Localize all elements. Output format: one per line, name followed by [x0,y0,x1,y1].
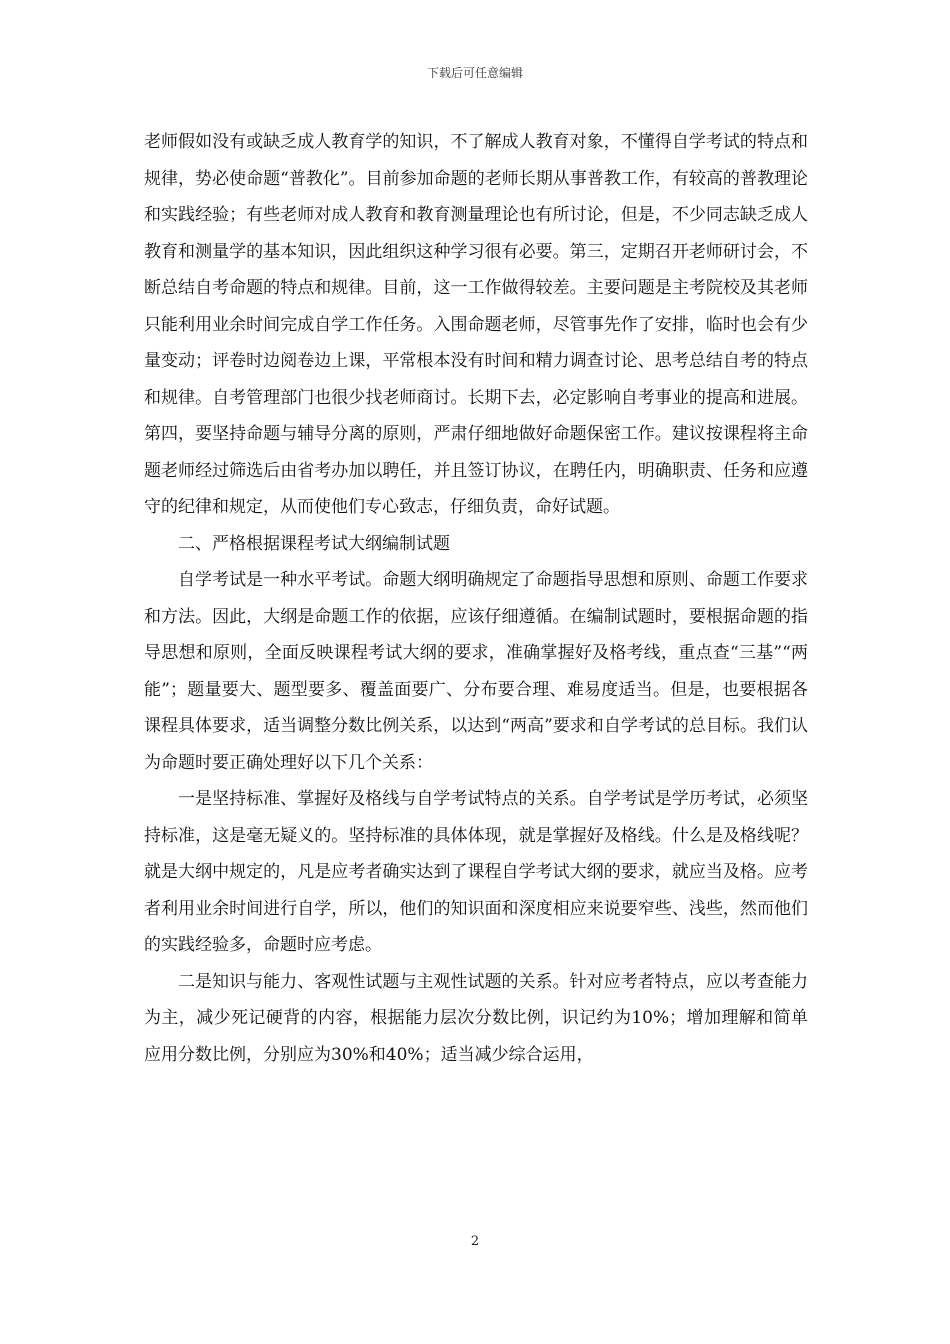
document-body [144,124,808,1073]
paragraph-exam-outline: 自学考试是一种水平考试。命题大纲明确规定了命题指导思想和原则、命题工作要求和方法。因此，大纲是命题工作的依据，应该仔细遵循。在编制试题时，要根据命题的指导思想和原则，全面反映课程考试大纲的要求，准确掌握好及格考线，重点查“三基”“两能”；题量要大、题型要多、覆盖面要广、分布要合理、难易度适当。但是，也要根据各课程具体要求，适当调整分数比例关系，以达到“两高”要求和自学考试的总目标。我们认为命题时要正确处理好以下几个关系： [144,570,808,773]
paragraph-continuation: 老师假如没有或缺乏成人教育学的知识，不了解成人教育对象，不懂得自学考试的特点和规律，势必使命题“普教化”。目前参加命题的老师长期从事普教工作，有较高的普教理论和实践经验；有些老师对成人教育和教育测量理论也有所讨论，但是，不少同志缺乏成人教育和测量学的基本知识，因此组织这种学习很有必要。第三，定期召开老师研讨会，不断总结自考命题的特点和规律。目前，这一工作做得较差。主要问题是主考院校及其老师只能利用业余时间完成自学工作任务。入围命题老师，尽管事先作了安排，临时也会有少量变动；评卷时边阅卷边上课，平常根本没有时间和精力调查讨论、思考总结自考的特点和规律。自考管理部门也很少找老师商讨。长期下去，必定影响自考事业的提高和进展。第四，要坚持命题与辅导分离的原则，严肃仔细地做好命题保密工作。建议按课程将主命题老师经过筛选后由省考办加以聘任，并且签订协议，在聘任内，明确职责、任务和应遵守的纪律和规定，从而使他们专心致志，仔细负责，命好试题。 [144,132,808,517]
paragraph-standard-passline: 一是坚持标准、掌握好及格线与自学考试特点的关系。自学考试是学历考试，必须坚持标准，这是毫无疑义的。坚持标准的具体体现，就是掌握好及格线。什么是及格线呢？就是大纲中规定的，凡是应考者确实达到了课程自学考试大纲的要求，就应当及格。应考者利用业余时间进行自学，所以，他们的知识面和深度相应来说要窄些、浅些，然而他们的实践经验多，命题时应考虑。 [144,789,808,955]
page-header: 下载后可任意编辑 [426,66,523,80]
paragraph-knowledge-ability: 二是知识与能力、客观性试题与主观性试题的关系。针对应考者特点，应以考查能力为主，减少死记硬背的内容，根据能力层次分数比例，识记约为10%；增加理解和简单应用分数比例，分别应为30%和40%；适当减少综合运用， [144,971,808,1065]
page-number: 2 [470,1234,480,1249]
section-heading: 二、严格根据课程考试大纲编制试题 [178,533,450,554]
